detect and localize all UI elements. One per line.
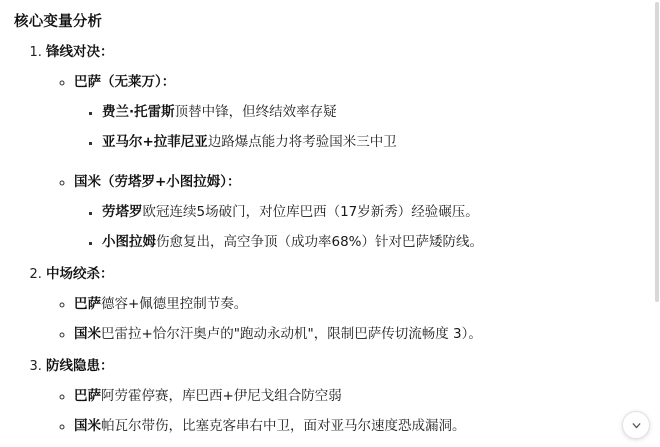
list-item <box>74 381 642 411</box>
spacer <box>74 157 642 167</box>
page-title: 核心变量分析 <box>14 14 103 30</box>
detail-label: 亚马尔+拉菲尼亚 <box>102 134 208 150</box>
vertical-scrollbar[interactable] <box>654 0 660 447</box>
detail-text: 伤愈复出，高空争顶（成功率68%）针对巴萨矮防线。 <box>156 234 484 250</box>
section-heading: 1. 锋线对决： <box>46 44 114 60</box>
list-item <box>46 37 642 257</box>
scroll-to-bottom-button[interactable] <box>622 411 650 439</box>
detail-label: 小图拉姆 <box>102 234 156 250</box>
section-heading: 3. 防线隐患： <box>46 358 114 374</box>
list-item <box>74 167 642 257</box>
detail-text: 欧冠连续5场破门，对位库巴西（17岁新秀）经验碾压。 <box>142 204 479 220</box>
bullet-label: 国米 <box>74 418 101 434</box>
subsection-heading: ◦ 国米（劳塔罗+小图拉姆）： <box>74 174 241 190</box>
detail-text: 边路爆点能力将考验国米三中卫 <box>207 134 397 150</box>
detail-list <box>74 97 642 157</box>
detail-text: 顶替中锋，但终结效率存疑 <box>174 104 337 120</box>
list-item <box>74 289 642 319</box>
list-item <box>102 127 642 157</box>
list-item <box>102 227 642 257</box>
subsection-heading: ◦ 巴萨（无莱万）： <box>74 74 176 90</box>
detail-label: 劳塔罗 <box>102 204 143 220</box>
list-item <box>102 197 642 227</box>
bullet-label: 巴萨 <box>74 388 101 404</box>
bullet-text: 阿劳霍停赛，库巴西+伊尼戈组合防空弱 <box>101 388 342 404</box>
section-heading: 2. 中场绞杀： <box>46 266 114 282</box>
bullet-text: 德容+佩德里控制节奏。 <box>101 296 248 312</box>
bullet-text: 帕瓦尔带伤，比塞克客串右中卫，面对亚马尔速度恐成漏洞。 <box>101 418 466 434</box>
bullet-text: 巴雷拉+恰尔汗奥卢的"跑动永动机"，限制巴萨传切流畅度 3）。 <box>101 326 482 342</box>
analysis-list <box>14 37 642 441</box>
list-item <box>46 259 642 349</box>
list-item <box>102 97 642 127</box>
list-item <box>74 319 642 349</box>
chevron-down-icon <box>630 419 643 432</box>
list-item <box>74 67 642 167</box>
list-item <box>74 411 642 441</box>
detail-list <box>74 197 642 257</box>
subsection-list <box>46 67 642 257</box>
scrollbar-thumb[interactable] <box>655 2 659 302</box>
list-item <box>46 351 642 441</box>
bullet-label: 国米 <box>74 326 101 342</box>
detail-label: 费兰·托雷斯 <box>102 104 175 120</box>
bullet-list <box>46 381 642 441</box>
bullet-list <box>46 289 642 349</box>
bullet-label: 巴萨 <box>74 296 101 312</box>
